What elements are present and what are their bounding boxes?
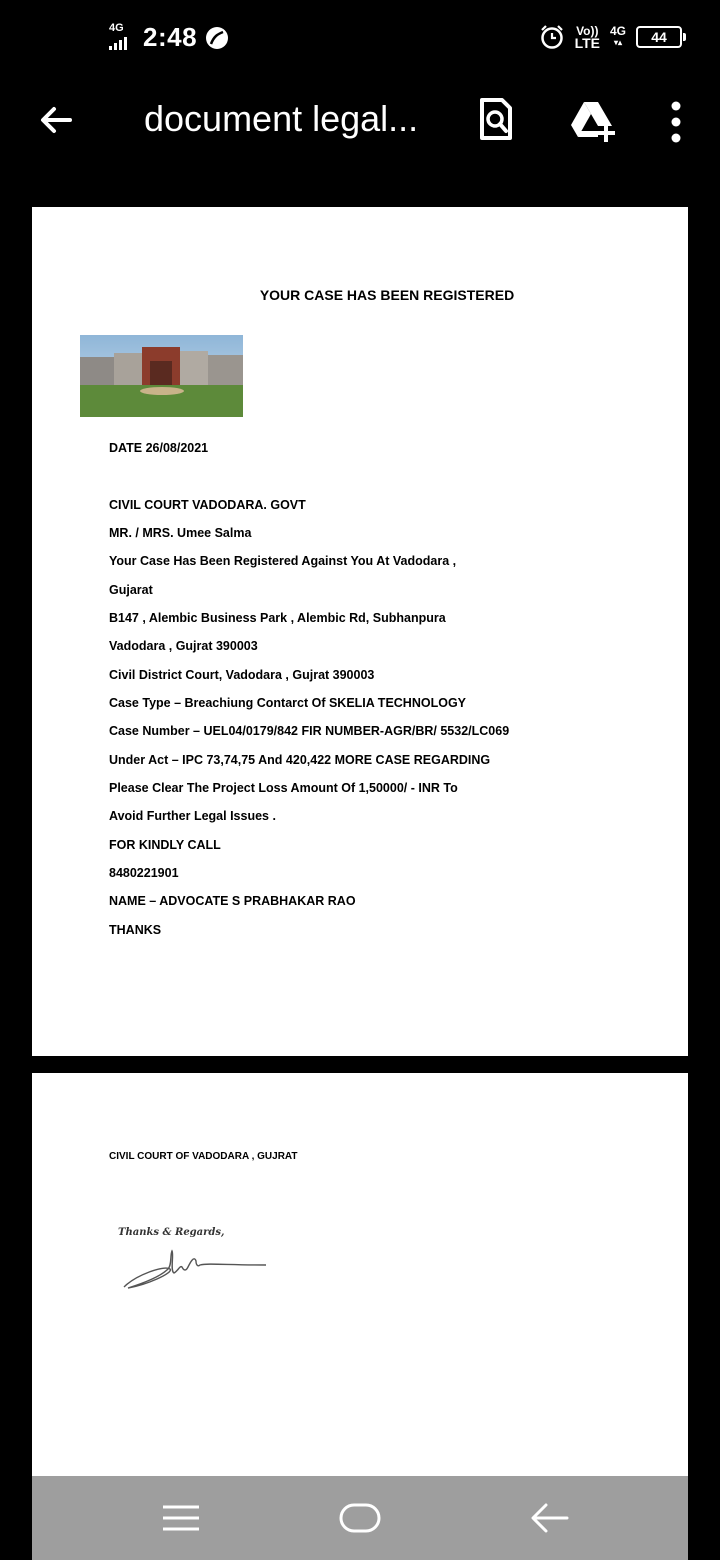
status-bar bbox=[0, 0, 720, 76]
battery-level: 44 bbox=[651, 29, 667, 45]
document-page-2 bbox=[32, 1073, 688, 1493]
document-title: document legal... bbox=[144, 98, 419, 139]
text-line: Case Number – UEL04/0179/842 FIR NUMBER-AGR/BR/ 5532/LC069 bbox=[109, 724, 510, 738]
text-line: Avoid Further Legal Issues . bbox=[109, 809, 276, 823]
text-line: CIVIL COURT VADODARA. GOVT bbox=[109, 498, 306, 512]
text-line: Case Type – Breachiung Contarct Of SKELIA TECHNOLOGY bbox=[109, 696, 467, 710]
more-vert-icon[interactable] bbox=[664, 100, 688, 144]
alarm-icon bbox=[539, 24, 565, 50]
text-line: Under Act – IPC 73,74,75 And 420,422 MORE CASE REGARDING bbox=[109, 753, 491, 767]
document-search-icon[interactable] bbox=[476, 96, 516, 142]
home-icon[interactable] bbox=[338, 1502, 382, 1534]
text-line: MR. / MRS. Umee Salma bbox=[109, 526, 252, 540]
back-arrow-icon[interactable] bbox=[36, 100, 76, 140]
text-line: Civil District Court, Vadodara , Gujrat 390003 bbox=[109, 668, 375, 682]
text-line: Gujarat bbox=[109, 583, 153, 597]
volte-top-label: Vo)) bbox=[576, 24, 599, 38]
volte-indicator bbox=[575, 25, 600, 49]
signature-text: Thanks & Regards, bbox=[118, 1227, 225, 1238]
network-type-label: 4G bbox=[109, 21, 124, 34]
signature bbox=[116, 1225, 276, 1295]
text-line: FOR KINDLY CALL bbox=[109, 838, 221, 852]
text-line: Vadodara , Gujrat 390003 bbox=[109, 639, 258, 653]
document-page-1 bbox=[32, 207, 688, 1056]
page-heading: YOUR CASE HAS BEEN REGISTERED bbox=[259, 287, 515, 303]
network-indicator: 4G ▾▴ bbox=[609, 24, 626, 47]
app-bar bbox=[0, 76, 720, 166]
text-line: 8480221901 bbox=[109, 866, 179, 880]
text-line: Your Case Has Been Registered Against You At Vadodara , bbox=[109, 554, 457, 568]
back-icon[interactable] bbox=[530, 1500, 570, 1536]
signature-mark bbox=[116, 1225, 276, 1295]
drive-add-icon[interactable] bbox=[568, 98, 616, 142]
text-line: DATE 26/08/2021 bbox=[109, 441, 209, 455]
data-signal-icon bbox=[107, 21, 135, 52]
text-line: THANKS bbox=[109, 923, 162, 937]
court-building-image bbox=[80, 335, 243, 417]
network-right-label: 4G bbox=[609, 24, 626, 38]
clock: 2:48 bbox=[143, 22, 198, 52]
text-line: Please Clear The Project Loss Amount Of 1,50000/ - INR To bbox=[109, 781, 458, 795]
menu-icon[interactable] bbox=[162, 1504, 200, 1532]
text-line: B147 , Alembic Business Park , Alembic Rd, Subhanpura bbox=[109, 611, 446, 625]
battery-icon bbox=[636, 26, 682, 48]
text-line: NAME – ADVOCATE S PRABHAKAR RAO bbox=[109, 894, 356, 908]
court-line: CIVIL COURT OF VADODARA , GUJRAT bbox=[109, 1151, 298, 1162]
leaf-icon bbox=[205, 26, 229, 50]
volte-bottom-label: LTE bbox=[574, 35, 600, 51]
navigation-bar bbox=[32, 1476, 688, 1560]
